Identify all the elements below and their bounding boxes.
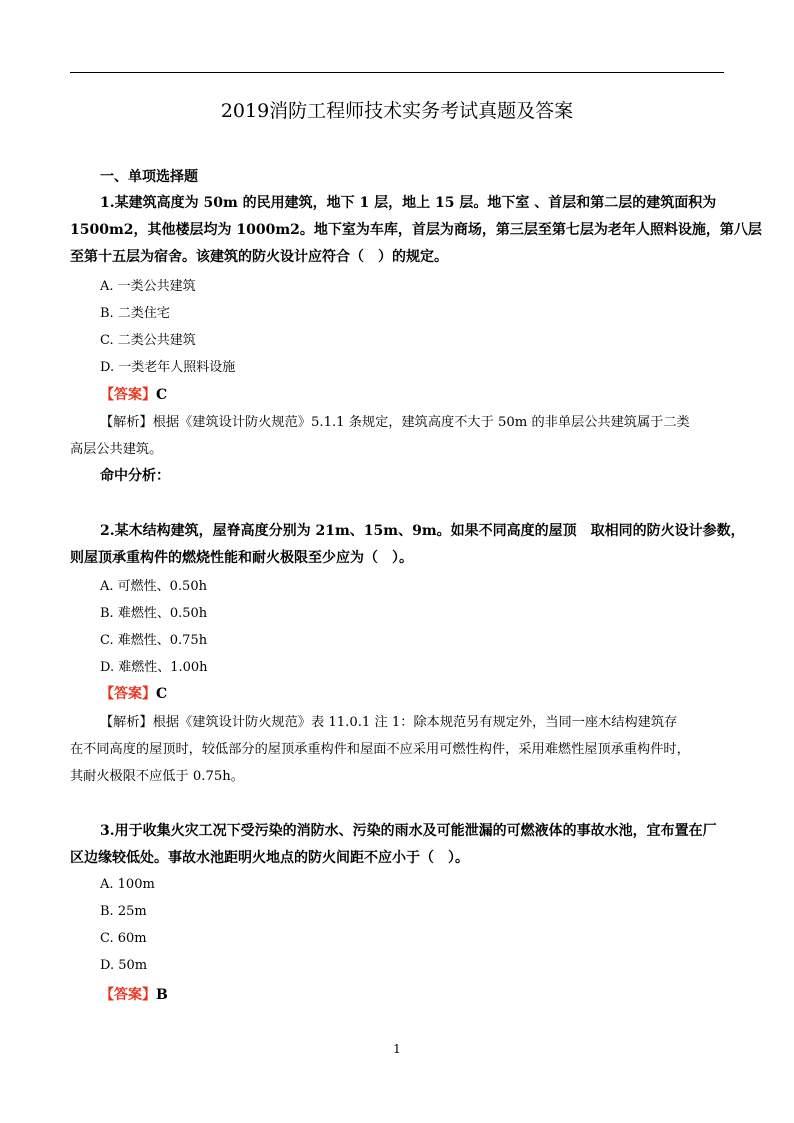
question-2-option-b: B. 难燃性、0.50h	[100, 606, 208, 621]
question-3-line-2: 区边缘较低处。事故水池距明火地点的防火间距不应小于（ ）。	[70, 850, 469, 866]
question-1-option-d: D. 一类老年人照料设施	[100, 360, 236, 375]
question-1-option-a: A. 一类公共建筑	[100, 279, 196, 294]
page-number: 1	[393, 1042, 401, 1056]
question-1-answer	[100, 384, 167, 404]
question-3-answer	[100, 984, 168, 1004]
question-3-option-c: C. 60m	[100, 931, 147, 946]
question-2-line-2: 则屋顶承重构件的燃烧性能和耐火极限至少应为（ ）。	[70, 550, 413, 566]
answer-value: C	[156, 686, 168, 702]
question-1-line-2: 1500m2，其他楼层均为 1000m2。地下室为车库，首层为商场，第三层至第七层为老年人照料设施，第八层	[70, 222, 762, 238]
question-1-explanation-line-1: 【解析】根据《建筑设计防火规范》5.1.1 条规定，建筑高度不大于 50m 的非单层公共建筑属于二类	[100, 415, 690, 430]
question-2-option-c: C. 难燃性、0.75h	[100, 633, 208, 648]
question-2-explanation-line-3: 其耐火极限不应低于 0.75h。	[70, 769, 244, 784]
page-title: 2019消防工程师技术实务考试真题及答案	[220, 100, 574, 122]
answer-tag: 【答案】	[100, 387, 156, 403]
question-2-explanation-line-1: 【解析】根据《建筑设计防火规范》表 11.0.1 注 1：除本规范另有规定外，当同一座木结构建筑存	[100, 715, 678, 730]
question-1-option-b: B. 二类住宅	[100, 306, 170, 321]
answer-tag: 【答案】	[100, 987, 156, 1003]
question-3-option-b: B. 25m	[100, 904, 147, 919]
question-3-option-a: A. 100m	[100, 877, 155, 892]
answer-value: C	[156, 387, 168, 403]
question-1-line-1: 1.某建筑高度为 50m 的民用建筑，地下 1 层，地上 15 层。地下室 、首层和第二层的建筑面积为	[100, 195, 717, 211]
question-3-option-d: D. 50m	[100, 958, 148, 973]
question-2-option-a: A. 可燃性、0.50h	[100, 579, 207, 594]
question-2-answer	[100, 683, 167, 703]
question-1-option-c: C. 二类公共建筑	[100, 333, 196, 348]
question-2-line-1: 2.某木结构建筑，屋脊高度分别为 21m、15m、9m。如果不同高度的屋顶 取相同的防火设计参数，	[100, 523, 745, 539]
question-1-line-3: 至第十五层为宿舍。该建筑的防火设计应符合（ ）的规定。	[70, 249, 448, 265]
question-2-explanation-line-2: 在不同高度的屋顶时，较低部分的屋顶承重构件和屋面不应采用可燃性构件，采用难燃性屋顶承重构件时，	[70, 742, 690, 757]
answer-value: B	[156, 987, 168, 1003]
question-3-line-1: 3.用于收集火灾工况下受污染的消防水、污染的雨水及可能泄漏的可燃液体的事故水池，宜布置在厂	[100, 823, 717, 839]
analysis-label: 命中分析：	[100, 468, 170, 484]
header-rule	[70, 72, 724, 73]
question-2-option-d: D. 难燃性、1.00h	[100, 660, 208, 675]
question-1-explanation-line-2: 高层公共建筑。	[70, 442, 163, 457]
answer-tag: 【答案】	[100, 686, 156, 702]
section-heading: 一、单项选择题	[100, 169, 198, 185]
